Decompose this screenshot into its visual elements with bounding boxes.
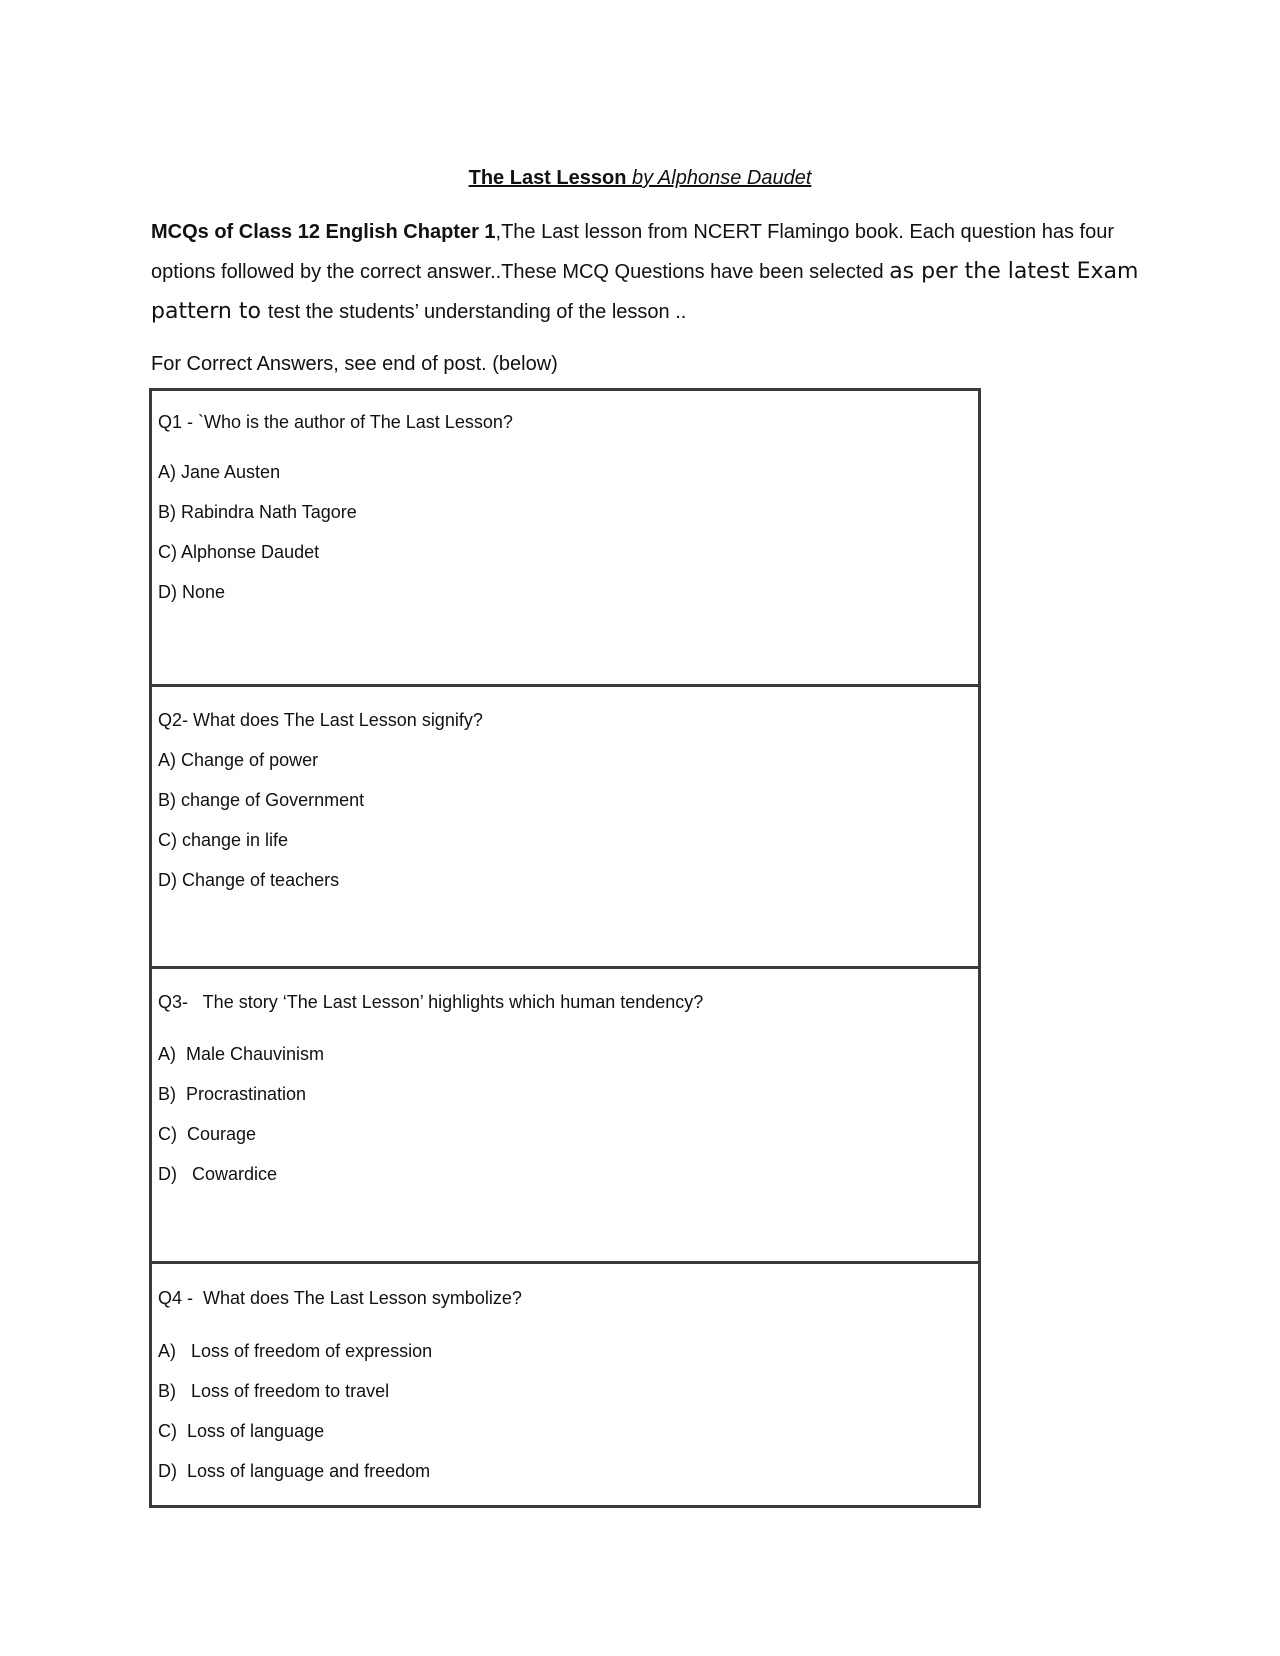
question-3-option-c: C) Courage — [158, 1124, 257, 1144]
title-main: The Last Lesson — [468, 167, 627, 189]
question-3 — [152, 969, 978, 1264]
mcq-table — [149, 388, 981, 1508]
question-1-option-d: D) None — [158, 582, 226, 602]
question-4-option-a: A) Loss of freedom of expression — [158, 1341, 433, 1361]
question-1 — [152, 391, 978, 687]
question-1-option-b: B) Rabindra Nath Tagore — [158, 502, 357, 522]
question-2-text: Q2- What does The Last Lesson signify? — [158, 710, 483, 730]
question-3-text: Q3- The story ‘The Last Lesson’ highlights which human tendency? — [158, 992, 704, 1012]
question-2 — [152, 687, 978, 969]
question-2-option-c: C) change in life — [158, 830, 289, 850]
question-2-option-a: A) Change of power — [158, 750, 319, 770]
question-1-text: Q1 - `Who is the author of The Last Lesson? — [158, 412, 513, 432]
page-title — [0, 166, 1280, 190]
answers-note: For Correct Answers, see end of post. (below) — [151, 353, 558, 375]
question-3-option-a: A) Male Chauvinism — [158, 1044, 325, 1064]
intro-text-1: ,The Last lesson from NCERT Flamingo book. Each question has four options followed by the correct answer..These MCQ Questions have been selected — [151, 221, 1114, 283]
title-author: by Alphonse Daudet — [631, 167, 812, 189]
question-4-option-c: C) Loss of language — [158, 1421, 325, 1441]
question-2-option-b: B) change of Government — [158, 790, 365, 810]
question-4-option-d: D) Loss of language and freedom — [158, 1461, 431, 1481]
question-1-option-c: C) Alphonse Daudet — [158, 542, 320, 562]
intro-text-2: test the students’ understanding of the lesson .. — [267, 301, 687, 323]
intro-bold: MCQs of Class 12 English Chapter 1 — [151, 221, 496, 243]
question-1-option-a: A) Jane Austen — [158, 462, 281, 482]
question-4-option-b: B) Loss of freedom to travel — [158, 1381, 390, 1401]
intro-text-alt: as per the latest Exam pattern to — [151, 259, 1139, 324]
question-4 — [152, 1264, 978, 1505]
question-2-option-d: D) Change of teachers — [158, 870, 340, 890]
intro-paragraph — [151, 212, 1141, 332]
question-3-option-d: D) Cowardice — [158, 1164, 278, 1184]
question-3-option-b: B) Procrastination — [158, 1084, 307, 1104]
question-4-text: Q4 - What does The Last Lesson symbolize? — [158, 1288, 522, 1308]
